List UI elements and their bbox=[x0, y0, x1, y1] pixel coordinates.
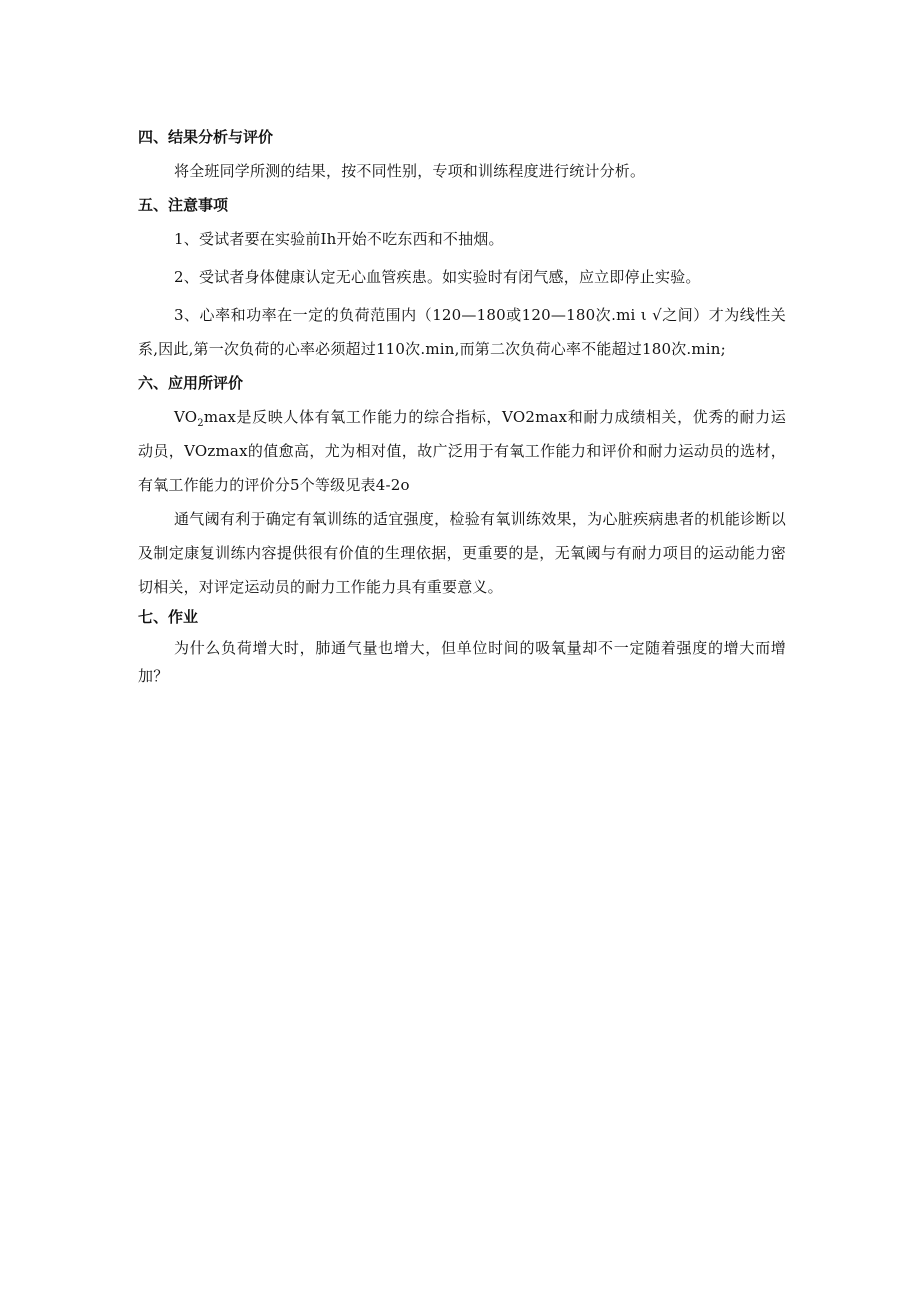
document-page bbox=[138, 124, 786, 690]
note-item-1: 1、受试者要在实验前Ih开始不吃东西和不抽烟。 bbox=[174, 230, 504, 248]
homework-paragraph: 为什么负荷增大时，肺通气量也增大，但单位时间的吸氧量却不一定随着强度的增大而增加？ bbox=[138, 639, 786, 685]
application-paragraph-2: 通气阈有利于确定有氧训练的适宜强度，检验有氧训练效果，为心脏疾病患者的机能诊断以及制定康复训练内容提供很有价值的生理依据，更重要的是，无氧阈与有耐力项目的运动能力密切相关，对评定运动员的耐力工作能力具有重要意义。 bbox=[138, 510, 786, 596]
section-heading-homework: 七、作业 bbox=[138, 608, 199, 626]
note-item-2: 2、受试者身体健康认定无心血管疾患。如实验时有闭气感，应立即停止实验。 bbox=[174, 268, 701, 286]
section-heading-notes: 五、注意事项 bbox=[138, 196, 229, 214]
note-item-3: 3、心率和功率在一定的负荷范围内（120—180或120—180次.mi ι √之间）才为线性关系,因此,第一次负荷的心率必须超过110次.min,而第二次负荷心率不能超过180次.min; bbox=[138, 306, 786, 358]
vo2-lead: VO bbox=[174, 408, 198, 426]
vo2-subscript: 2 bbox=[197, 418, 204, 429]
results-paragraph: 将全班同学所测的结果，按不同性别，专项和训练程度进行统计分析。 bbox=[174, 162, 646, 180]
section-heading-results: 四、结果分析与评价 bbox=[138, 128, 274, 146]
section-heading-application: 六、应用所评价 bbox=[138, 374, 244, 392]
application-paragraph-1 bbox=[138, 400, 786, 502]
application-paragraph-1-text: max是反映人体有氧工作能力的综合指标，VO2max和耐力成绩相关，优秀的耐力运动员，VOzmax的值愈高，尤为相对值，故广泛用于有氧工作能力和评价和耐力运动员的选材，有氧工作能力的评价分5个等级见表4-2o bbox=[138, 408, 786, 494]
